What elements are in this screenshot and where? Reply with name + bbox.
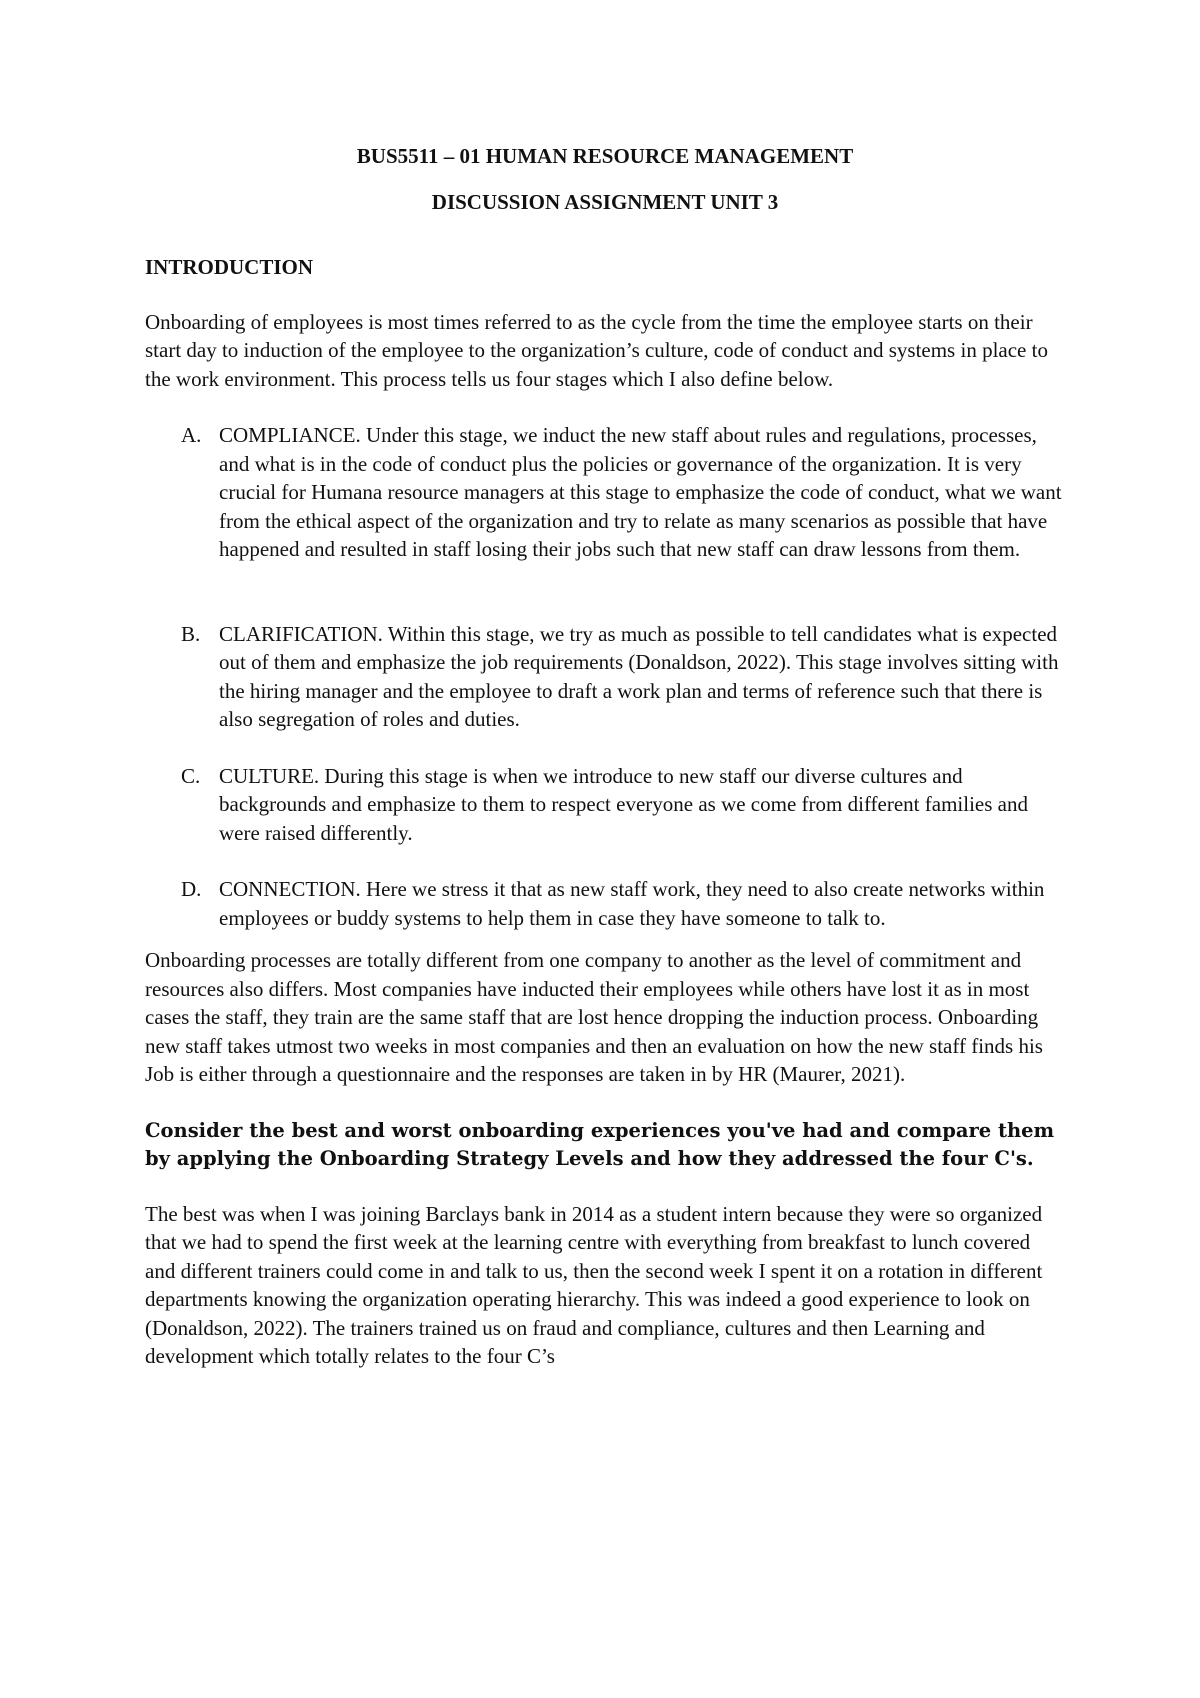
stage-item-compliance <box>145 421 1065 564</box>
document-title-assignment: DISCUSSION ASSIGNMENT UNIT 3 <box>431 189 779 214</box>
list-marker: A. <box>181 423 202 447</box>
stage-text: CULTURE. During this stage is when we introduce to new staff our diverse cultures and backgrounds and emphasize to them to respect everyone as we come from different families and were raised differently. <box>219 763 1028 845</box>
list-marker: D. <box>181 877 202 901</box>
stage-item-connection <box>145 875 1065 932</box>
stage-text: CONNECTION. Here we stress it that as new staff work, they need to also create networks within employees or buddy systems to help them in case they have someone to talk to. <box>219 877 1045 930</box>
process-paragraph: Onboarding processes are totally different from one company to another as the level of commitment and resources also differs. Most companies have inducted their employees while others have lost it as in most cases the staff, they train are the same staff that are lost hence dropping the induction process. Onboarding new staff takes utmost two weeks in most companies and then an evaluation on how the new staff finds his Job is either through a questionnaire and the responses are taken in by HR (Maurer, 2021). <box>145 948 1043 1086</box>
list-marker: B. <box>181 621 201 646</box>
onboarding-stages-list <box>145 421 1065 932</box>
stage-text: CLARIFICATION. Within this stage, we try as much as possible to tell candidates what is expected out of them and emphasize the job requirements (Donaldson, 2022). This stage involves sitting with the hiring manager and the employee to draft a work plan and terms of reference such that there is also segregation of roles and duties. <box>219 621 1059 731</box>
document-body <box>145 142 1065 1399</box>
stage-item-clarification <box>145 620 1065 734</box>
list-marker: C. <box>181 763 201 788</box>
introduction-heading: INTRODUCTION <box>145 255 314 279</box>
document-title-course: BUS5511 – 01 HUMAN RESOURCE MANAGEMENT <box>356 144 854 168</box>
stage-item-culture <box>145 762 1065 848</box>
discussion-question: Consider the best and worst onboarding experiences you've had and compare them by applying the Onboarding Strategy Levels and how they addressed the four C's. <box>145 1118 1055 1170</box>
stage-text: COMPLIANCE. Under this stage, we induct the new staff about rules and regulations, processes, and what is in the code of conduct plus the policies or governance of the organization. It is very crucial for Humana resource managers at this stage to emphasize the code of conduct, what we want from the ethical aspect of the organization and try to relate as many scenarios as possible that have happened and resulted in staff losing their jobs such that new staff can draw lessons from them. <box>219 423 1062 561</box>
introduction-paragraph: Onboarding of employees is most times referred to as the cycle from the time the employee starts on their start day to induction of the employee to the organization’s culture, code of conduct and systems in place to the work environment. This process tells us four stages which I also define below. <box>145 309 1048 391</box>
answer-paragraph: The best was when I was joining Barclays bank in 2014 as a student intern because they were so organized that we had to spend the first week at the learning centre with everything from breakfast to lunch covered and different trainers could come in and talk to us, then the second week I spent it on a rotation in different departments knowing the organization operating hierarchy. This was indeed a good experience to look on (Donaldson, 2022). The trainers trained us on fraud and compliance, cultures and then Learning and development which totally relates to the four C’s <box>145 1201 1043 1368</box>
